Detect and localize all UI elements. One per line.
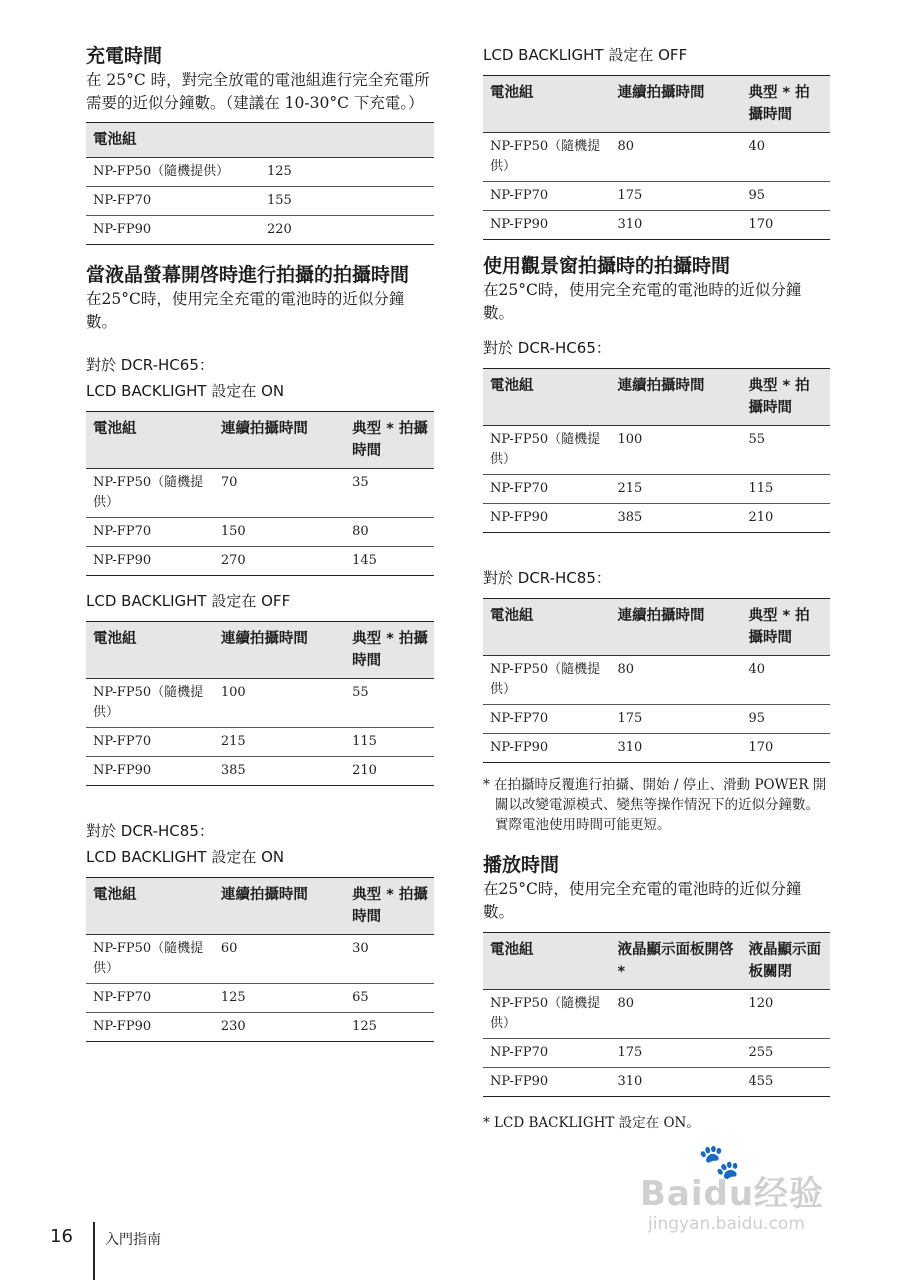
typical-cell: 115 xyxy=(741,475,830,504)
typical-cell: 170 xyxy=(741,211,830,240)
continuous-cell: 175 xyxy=(611,705,742,734)
table-row xyxy=(86,728,434,757)
battery-cell: NP-FP90 xyxy=(483,211,611,240)
battery-cell: NP-FP50（隨機提供） xyxy=(93,941,204,976)
header-continuous: 連續拍攝時間 xyxy=(214,412,345,469)
table-row xyxy=(86,984,434,1013)
viewfinder-footnote: * 在拍攝時反覆進行拍攝、開始 / 停止、滑動 POWER 開關以改變電源模式、變焦等操作情況下的近似分鐘數。實際電池使用時間可能更短。 xyxy=(483,777,827,833)
lcd-open-cell: 80 xyxy=(617,996,635,1011)
table-row xyxy=(483,211,830,240)
value-cell: 220 xyxy=(260,216,434,245)
battery-cell: NP-FP50（隨機提供） xyxy=(490,662,601,697)
table-row xyxy=(86,469,434,518)
table-row xyxy=(483,990,830,1039)
table-row xyxy=(86,216,434,245)
continuous-cell: 175 xyxy=(611,182,742,211)
battery-cell: NP-FP90 xyxy=(86,1013,214,1042)
battery-cell: NP-FP90 xyxy=(86,547,214,576)
watermark xyxy=(640,1142,855,1243)
table-row xyxy=(86,757,434,786)
battery-cell: NP-FP50（隨機提供） xyxy=(93,685,204,720)
battery-cell: NP-FP90 xyxy=(483,504,611,533)
header-typical: 典型 * 拍攝時間 xyxy=(741,369,830,426)
table-row xyxy=(483,1039,830,1068)
playback-footnote: * LCD BACKLIGHT 設定在 ON。 xyxy=(483,1115,700,1131)
typical-cell: 40 xyxy=(748,139,766,154)
header-battery: 電池組 xyxy=(86,878,214,935)
continuous-cell: 60 xyxy=(220,941,238,956)
left-column xyxy=(86,44,434,1042)
continuous-cell: 70 xyxy=(220,475,238,490)
table-row xyxy=(483,1068,830,1097)
typical-cell: 145 xyxy=(345,547,434,576)
backlight-off-label: LCD BACKLIGHT 設定在 OFF xyxy=(483,46,688,64)
playback-heading: 播放時間 xyxy=(483,854,560,876)
battery-cell: NP-FP70 xyxy=(86,187,260,216)
charging-table xyxy=(86,122,434,245)
table-row xyxy=(86,679,434,728)
header-battery: 電池組 xyxy=(483,599,611,656)
paw-icon: 🐾 xyxy=(698,1142,741,1182)
charging-table-header: 電池組 xyxy=(86,123,434,158)
backlight-off-label: LCD BACKLIGHT 設定在 OFF xyxy=(86,592,291,610)
hc85-backlight-on-table xyxy=(86,877,434,1042)
header-battery: 電池組 xyxy=(483,76,611,133)
viewfinder-heading: 使用觀景窗拍攝時的拍攝時間 xyxy=(483,255,731,277)
header-typical: 典型 * 拍攝時間 xyxy=(345,622,434,679)
backlight-on-label: LCD BACKLIGHT 設定在 ON xyxy=(86,382,285,400)
header-continuous: 連續拍攝時間 xyxy=(611,76,742,133)
typical-cell: 95 xyxy=(741,182,830,211)
battery-cell: NP-FP70 xyxy=(483,182,611,211)
watermark-url: jingyan.baidu.com xyxy=(648,1214,805,1234)
playback-table xyxy=(483,932,830,1097)
battery-cell: NP-FP90 xyxy=(483,734,611,763)
table-row xyxy=(483,426,830,475)
table-row xyxy=(483,182,830,211)
right-column xyxy=(483,44,830,1133)
model-label-hc65: 對於 DCR-HC65： xyxy=(86,356,214,374)
battery-cell: NP-FP50（隨機提供） xyxy=(93,475,204,510)
continuous-cell: 215 xyxy=(214,728,345,757)
continuous-cell: 270 xyxy=(214,547,345,576)
header-typical: 典型 * 拍攝時間 xyxy=(345,412,434,469)
battery-cell: NP-FP70 xyxy=(483,475,611,504)
typical-cell: 95 xyxy=(741,705,830,734)
model-label-hc85: 對於 DCR-HC85： xyxy=(86,822,214,840)
continuous-cell: 230 xyxy=(214,1013,345,1042)
header-typical: 典型 * 拍攝時間 xyxy=(345,878,434,935)
playback-text: 在25°C時，使用完全充電的電池時的近似分鐘數。 xyxy=(483,880,802,921)
continuous-cell: 125 xyxy=(214,984,345,1013)
typical-cell: 170 xyxy=(741,734,830,763)
continuous-cell: 150 xyxy=(214,518,345,547)
battery-cell: NP-FP90 xyxy=(86,216,260,245)
header-lcd-closed: 液晶顯示面板關閉 xyxy=(741,933,830,990)
battery-cell: NP-FP70 xyxy=(86,984,214,1013)
header-continuous: 連續拍攝時間 xyxy=(214,878,345,935)
watermark-brand: Baidu经验 xyxy=(640,1174,825,1214)
battery-cell: NP-FP70 xyxy=(483,1039,611,1068)
typical-cell: 40 xyxy=(748,662,766,677)
header-continuous: 連續拍攝時間 xyxy=(214,622,345,679)
viewfinder-hc85-table xyxy=(483,598,830,763)
header-battery: 電池組 xyxy=(483,933,611,990)
table-row xyxy=(86,187,434,216)
backlight-on-label: LCD BACKLIGHT 設定在 ON xyxy=(86,848,285,866)
header-battery: 電池組 xyxy=(86,412,214,469)
charging-text: 在 25°C 時，對完全放電的電池組進行完全充電所需要的近似分鐘數。（建議在 10-30°C 下充電。） xyxy=(86,71,430,112)
header-battery: 電池組 xyxy=(86,622,214,679)
viewfinder-hc65-table xyxy=(483,368,830,533)
continuous-cell: 100 xyxy=(617,432,643,447)
hc85-backlight-off-table xyxy=(483,75,830,240)
continuous-cell: 310 xyxy=(611,734,742,763)
typical-cell: 30 xyxy=(352,941,369,956)
table-row xyxy=(86,547,434,576)
typical-cell: 210 xyxy=(741,504,830,533)
battery-cell: NP-FP50（隨機提供） xyxy=(93,164,230,179)
lcd-open-cell: 310 xyxy=(611,1068,742,1097)
lcd-open-cell: 175 xyxy=(611,1039,742,1068)
continuous-cell: 385 xyxy=(214,757,345,786)
typical-cell: 35 xyxy=(352,475,369,490)
lcd-on-heading: 當液晶螢幕開啓時進行拍攝的拍攝時間 xyxy=(86,264,410,286)
page-number: 16 xyxy=(50,1226,73,1247)
battery-cell: NP-FP70 xyxy=(86,728,214,757)
header-battery: 電池組 xyxy=(483,369,611,426)
typical-cell: 55 xyxy=(352,685,369,700)
battery-cell: NP-FP90 xyxy=(86,757,214,786)
battery-cell: NP-FP50（隨機提供） xyxy=(490,432,601,467)
hc65-backlight-off-table xyxy=(86,621,434,786)
lcd-on-text: 在25°C時，使用完全充電的電池時的近似分鐘數。 xyxy=(86,290,405,331)
section-label: 入門指南 xyxy=(105,1232,161,1248)
footer-divider xyxy=(93,1222,95,1280)
viewfinder-text: 在25°C時，使用完全充電的電池時的近似分鐘數。 xyxy=(483,281,802,322)
header-continuous: 連續拍攝時間 xyxy=(611,599,742,656)
header-typical: 典型 * 拍攝時間 xyxy=(741,599,830,656)
model-label-hc65: 對於 DCR-HC65： xyxy=(483,339,611,357)
table-row xyxy=(483,133,830,182)
typical-cell: 210 xyxy=(345,757,434,786)
value-cell: 155 xyxy=(260,187,434,216)
lcd-closed-cell: 255 xyxy=(741,1039,830,1068)
battery-cell: NP-FP70 xyxy=(483,705,611,734)
lcd-closed-cell: 120 xyxy=(748,996,774,1011)
header-lcd-open: 液晶顯示面板開啓 * xyxy=(611,933,742,990)
hc65-backlight-on-table xyxy=(86,411,434,576)
continuous-cell: 80 xyxy=(617,139,635,154)
continuous-cell: 310 xyxy=(611,211,742,240)
battery-cell: NP-FP70 xyxy=(86,518,214,547)
table-row xyxy=(86,935,434,984)
typical-cell: 65 xyxy=(345,984,434,1013)
typical-cell: 80 xyxy=(345,518,434,547)
battery-cell: NP-FP50（隨機提供） xyxy=(490,996,601,1031)
table-row xyxy=(86,518,434,547)
continuous-cell: 80 xyxy=(617,662,635,677)
lcd-closed-cell: 455 xyxy=(741,1068,830,1097)
table-row xyxy=(483,734,830,763)
table-row xyxy=(483,705,830,734)
charging-heading: 充電時間 xyxy=(86,45,163,67)
battery-cell: NP-FP50（隨機提供） xyxy=(490,139,601,174)
table-row xyxy=(86,158,434,187)
continuous-cell: 385 xyxy=(611,504,742,533)
continuous-cell: 215 xyxy=(611,475,742,504)
table-row xyxy=(483,504,830,533)
typical-cell: 55 xyxy=(748,432,766,447)
typical-cell: 115 xyxy=(345,728,434,757)
table-row xyxy=(483,475,830,504)
header-typical: 典型 * 拍攝時間 xyxy=(741,76,830,133)
battery-cell: NP-FP90 xyxy=(483,1068,611,1097)
value-cell: 125 xyxy=(267,164,292,179)
header-continuous: 連續拍攝時間 xyxy=(611,369,742,426)
model-label-hc85: 對於 DCR-HC85： xyxy=(483,569,611,587)
continuous-cell: 100 xyxy=(220,685,246,700)
typical-cell: 125 xyxy=(345,1013,434,1042)
table-row xyxy=(86,1013,434,1042)
table-row xyxy=(483,656,830,705)
